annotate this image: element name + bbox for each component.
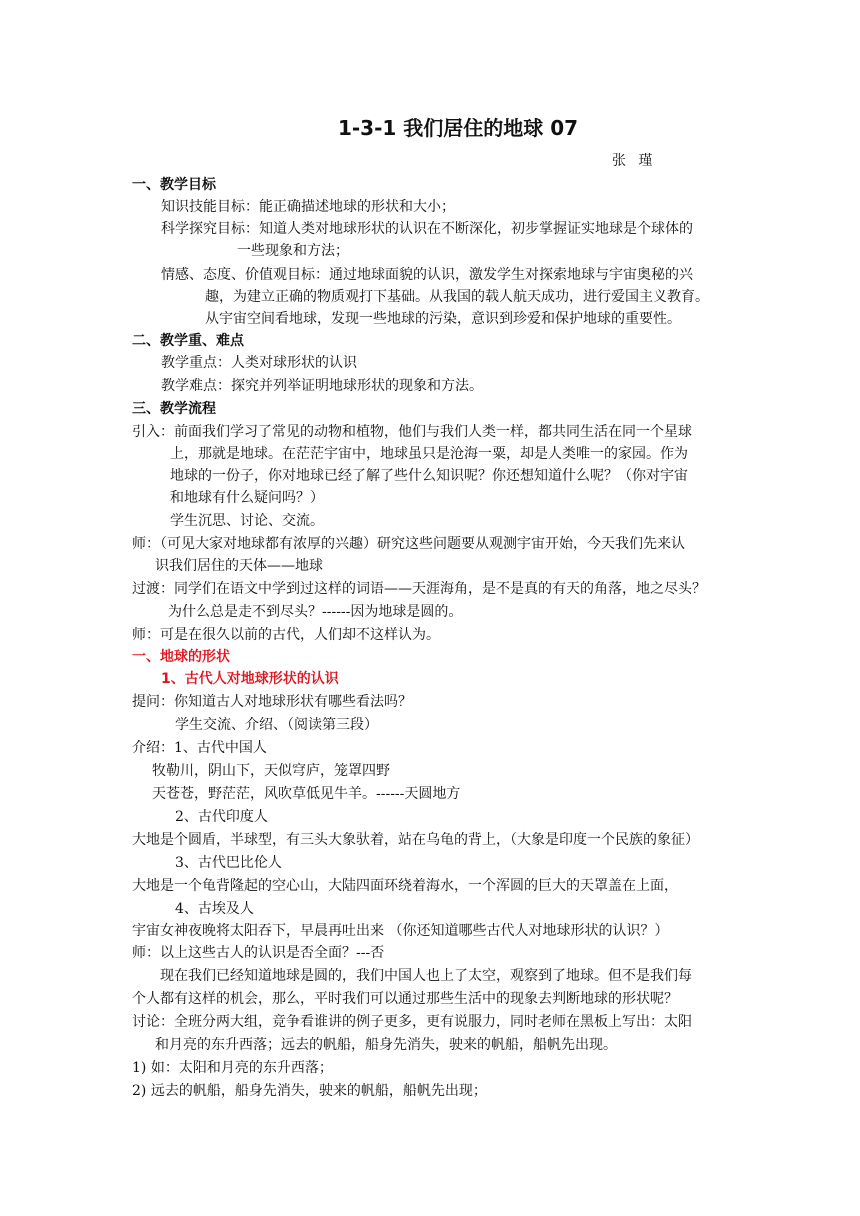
paragraph-line: 4、古埃及人 — [175, 901, 254, 917]
paragraph-line: 天苍苍，野茫茫，风吹草低见牛羊。------天圆地方 — [152, 786, 461, 802]
section-heading-goals: 一、教学目标 — [132, 177, 216, 193]
paragraph-line: 师：（可见大家对地球都有浓厚的兴趣）研究这些问题要从观测宇宙开始，今天我们先来认 — [132, 536, 685, 552]
paragraph-line: 教学难点：探究并列举证明地球形状的现象和方法。 — [161, 378, 483, 394]
paragraph-line: 地球的一份子，你对地球已经了解了些什么知识呢？你还想知道什么呢？（你对宇宙 — [170, 468, 688, 484]
list-item: 2) 远去的帆船，船身先消失，驶来的帆船，船帆先出现； — [132, 1083, 487, 1099]
paragraph-line: 从宇宙空间看地球，发现一些地球的污染，意识到珍爱和保护地球的重要性。 — [205, 311, 681, 327]
list-item: 1) 如：太阳和月亮的东升西落； — [132, 1060, 333, 1076]
section-heading-shape: 一、地球的形状 — [132, 649, 230, 665]
paragraph-line: 引入：前面我们学习了常见的动物和植物，他们与我们人类一样，都共同生活在同一个星球 — [132, 424, 692, 440]
paragraph-line: 学生沉思、讨论、交流。 — [170, 513, 324, 529]
paragraph-line: 趣，为建立正确的物质观打下基础。从我国的载人航天成功，进行爱国主义教育。 — [205, 289, 709, 305]
author-name: 张 瑾 — [612, 153, 657, 169]
paragraph-line: 3、古代巴比伦人 — [175, 855, 282, 871]
paragraph-line: 提问：你知道古人对地球形状有哪些看法吗？ — [132, 694, 412, 710]
subsection-heading: 1、古代人对地球形状的认识 — [161, 671, 339, 687]
paragraph-line: 过渡：同学们在语文中学到过这样的词语——天涯海角，是不是真的有天的角落，地之尽头？ — [132, 581, 706, 597]
paragraph-line: 和月亮的东升西落；远去的帆船，船身先消失，驶来的帆船，船帆先出现。 — [155, 1037, 617, 1053]
paragraph-line: 上，那就是地球。在茫茫宇宙中，地球虽只是沧海一粟，却是人类唯一的家园。作为 — [170, 446, 688, 462]
paragraph-line: 个人都有这样的机会，那么，平时我们可以通过那些生活中的现象去判断地球的形状呢？ — [132, 991, 678, 1007]
paragraph-line: 识我们居住的天体——地球 — [155, 558, 323, 574]
paragraph-line: 现在我们已经知道地球是圆的，我们中国人也上了太空，观察到了地球。但不是我们每 — [160, 968, 692, 984]
document-title: 1-3-1 我们居住的地球 07 — [337, 116, 579, 140]
section-heading-key-points: 二、教学重、难点 — [132, 333, 244, 349]
paragraph-line: 介绍：1、古代中国人 — [132, 740, 267, 756]
paragraph-line: 宇宙女神夜晚将太阳吞下，早晨再吐出来 （你还知道哪些古代人对地球形状的认识？） — [132, 923, 669, 939]
paragraph-line: 和地球有什么疑问吗？） — [170, 490, 324, 506]
paragraph-line: 学生交流、介绍、（阅读第三段） — [175, 717, 378, 733]
paragraph-line: 师：以上这些古人的认识是否全面？---否 — [132, 945, 385, 961]
paragraph-line: 牧勒川，阴山下，天似穹庐，笼罩四野 — [152, 763, 390, 779]
paragraph-line: 大地是个圆盾，半球型，有三头大象驮着，站在乌龟的背上，（大象是印度一个民族的象征） — [132, 832, 699, 848]
paragraph-line: 教学重点：人类对球形状的认识 — [161, 355, 357, 371]
paragraph-line: 知识技能目标：能正确描述地球的形状和大小； — [161, 199, 455, 215]
paragraph-line: 师：可是在很久以前的古代，人们却不这样认为。 — [132, 627, 440, 643]
paragraph-line: 2、古代印度人 — [175, 809, 268, 825]
paragraph-line: 一些现象和方法； — [237, 243, 349, 259]
paragraph-line: 科学探究目标：知道人类对地球形状的认识在不断深化，初步掌握证实地球是个球体的 — [161, 221, 693, 237]
paragraph-line: 情感、态度、价值观目标：通过地球面貌的认识，激发学生对探索地球与宇宙奥秘的兴 — [161, 267, 693, 283]
paragraph-line: 讨论：全班分两大组，竞争看谁讲的例子更多，更有说服力，同时老师在黑板上写出：太阳 — [132, 1014, 692, 1030]
paragraph-line: 为什么总是走不到尽头？------因为地球是圆的。 — [168, 604, 463, 620]
section-heading-process: 三、教学流程 — [132, 401, 216, 417]
paragraph-line: 大地是一个龟背隆起的空心山，大陆四面环绕着海水，一个浑圆的巨大的天罩盖在上面， — [132, 878, 678, 894]
